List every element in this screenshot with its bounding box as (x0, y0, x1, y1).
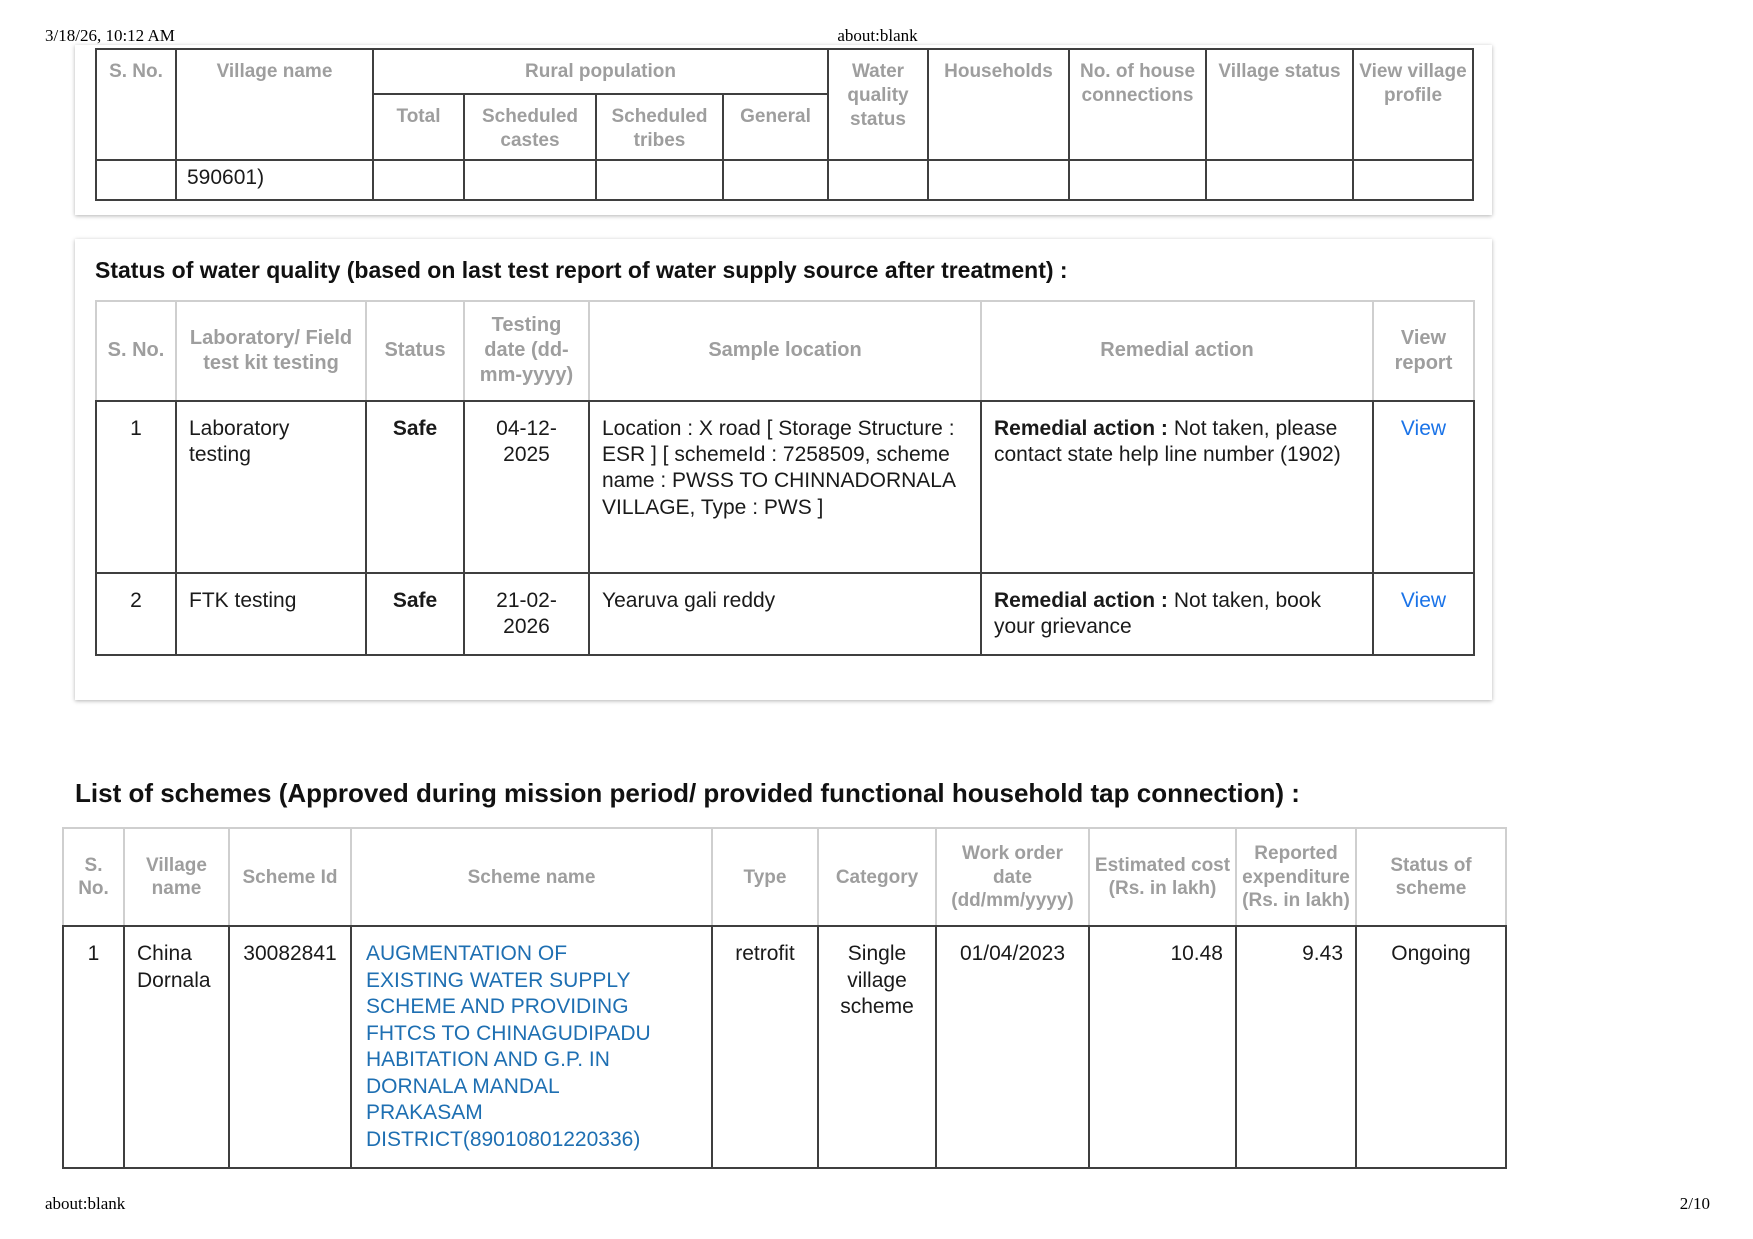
col-header-type: Type (712, 828, 818, 926)
village-population-table (95, 48, 1474, 201)
col-header-scheduled-tribes: Scheduled tribes (596, 94, 723, 160)
cell-view-profile-empty (1353, 160, 1473, 200)
print-footer-url: about:blank (45, 1194, 126, 1213)
cell-village-name: China Dornala (124, 926, 229, 1168)
table-row (96, 160, 1473, 200)
remedial-action-text: Not taken, book your grievance (994, 588, 1321, 638)
cell-view-report (1373, 573, 1474, 656)
cell-water-quality-empty (828, 160, 928, 200)
cell-sample-location: Yearuva gali reddy (589, 573, 981, 656)
col-header-reported-expenditure: Reported expenditure (Rs. in lakh) (1236, 828, 1356, 926)
col-header-scheduled-castes: Scheduled castes (464, 94, 596, 160)
cell-estimated-cost: 10.48 (1089, 926, 1236, 1168)
village-table-card (75, 45, 1492, 215)
cell-sno: 2 (96, 573, 176, 656)
water-quality-table (95, 300, 1475, 657)
cell-work-order-date: 01/04/2023 (936, 926, 1089, 1168)
col-header-house-connections: No. of house connections (1069, 49, 1206, 160)
col-header-village-name: Village name (124, 828, 229, 926)
col-header-category: Category (818, 828, 936, 926)
cell-households-empty (928, 160, 1069, 200)
col-header-village-name: Village name (176, 49, 373, 160)
cell-sno: 1 (96, 401, 176, 573)
view-report-link[interactable]: View (1400, 416, 1447, 440)
cell-view-report (1373, 401, 1474, 573)
print-footer (45, 1194, 1710, 1214)
col-header-village-status: Village status (1206, 49, 1353, 160)
schemes-title: List of schemes (Approved during mission period/ provided functional household tap connection) : (75, 778, 1300, 809)
print-header (45, 26, 1710, 46)
page-content (0, 45, 1753, 1169)
cell-reported-expenditure: 9.43 (1236, 926, 1356, 1168)
cell-status: Safe (366, 573, 464, 656)
col-header-general: General (723, 94, 828, 160)
col-header-water-quality-status: Water quality status (828, 49, 928, 160)
cell-village-name-fragment: 590601) (176, 160, 373, 200)
col-header-testing: Laboratory/ Field test kit testing (176, 301, 366, 401)
cell-scheme-name (351, 926, 712, 1168)
col-header-estimated-cost: Estimated cost (Rs. in lakh) (1089, 828, 1236, 926)
cell-type: retrofit (712, 926, 818, 1168)
remedial-action-label: Remedial action : (994, 416, 1168, 440)
table-row (96, 573, 1474, 656)
remedial-action-text: Not taken, please contact state help line number (1902) (994, 416, 1341, 466)
cell-testing-type: Laboratory testing (176, 401, 366, 573)
cell-sno: 1 (63, 926, 124, 1168)
cell-testing-date: 21-02-2026 (464, 573, 589, 656)
col-header-testing-date: Testing date (dd-mm-yyyy) (464, 301, 589, 401)
view-report-link[interactable]: View (1400, 588, 1447, 612)
cell-house-connections-empty (1069, 160, 1206, 200)
cell-scheme-status: Ongoing (1356, 926, 1506, 1168)
cell-sno-empty (96, 160, 176, 200)
col-header-households: Households (928, 49, 1069, 160)
cell-scheduled-tribes-empty (596, 160, 723, 200)
cell-general-empty (723, 160, 828, 200)
cell-total-empty (373, 160, 464, 200)
col-header-scheme-id: Scheme Id (229, 828, 351, 926)
col-header-status-of-scheme: Status of scheme (1356, 828, 1506, 926)
water-quality-card (75, 239, 1492, 701)
col-header-sno: S. No. (96, 301, 176, 401)
cell-remedial-action (981, 401, 1373, 573)
cell-village-status-empty (1206, 160, 1353, 200)
cell-sample-location: Location : X road [ Storage Structure : ESR ] [ schemeId : 7258509, scheme name : PWSS TO CHINNADORNALA VILLAGE, Type : PWS ] (589, 401, 981, 573)
cell-testing-date: 04-12-2025 (464, 401, 589, 573)
col-header-total: Total (373, 94, 464, 160)
print-page-title: about:blank (837, 26, 918, 45)
remedial-action-label: Remedial action : (994, 588, 1168, 612)
cell-testing-type: FTK testing (176, 573, 366, 656)
col-header-work-order-date: Work order date (dd/mm/yyyy) (936, 828, 1089, 926)
col-header-status: Status (366, 301, 464, 401)
cell-scheme-id: 30082841 (229, 926, 351, 1168)
schemes-table (62, 827, 1507, 1169)
col-header-sample-location: Sample location (589, 301, 981, 401)
col-header-remedial-action: Remedial action (981, 301, 1373, 401)
col-header-view-village-profile: View village profile (1353, 49, 1473, 160)
cell-status: Safe (366, 401, 464, 573)
col-header-view-report: View report (1373, 301, 1474, 401)
table-row (63, 926, 1506, 1168)
col-header-sno: S. No. (96, 49, 176, 160)
water-quality-title: Status of water quality (based on last test report of water supply source after treatment) : (95, 256, 1068, 283)
print-datetime: 3/18/26, 10:12 AM (45, 26, 175, 45)
cell-scheduled-castes-empty (464, 160, 596, 200)
cell-category: Single village scheme (818, 926, 936, 1168)
col-header-sno: S. No. (63, 828, 124, 926)
table-row (96, 401, 1474, 573)
cell-remedial-action (981, 573, 1373, 656)
col-header-rural-population: Rural population (373, 49, 828, 94)
scheme-name-link[interactable]: AUGMENTATION OF EXISTING WATER SUPPLY SCHEME AND PROVIDING FHTCS TO CHINAGUDIPADU HABITATION AND G.P. IN DORNALA MANDAL PRAKASAM DISTRICT(89010801220336) (366, 942, 651, 1151)
print-page-number: 2/10 (1679, 1194, 1710, 1213)
col-header-scheme-name: Scheme name (351, 828, 712, 926)
